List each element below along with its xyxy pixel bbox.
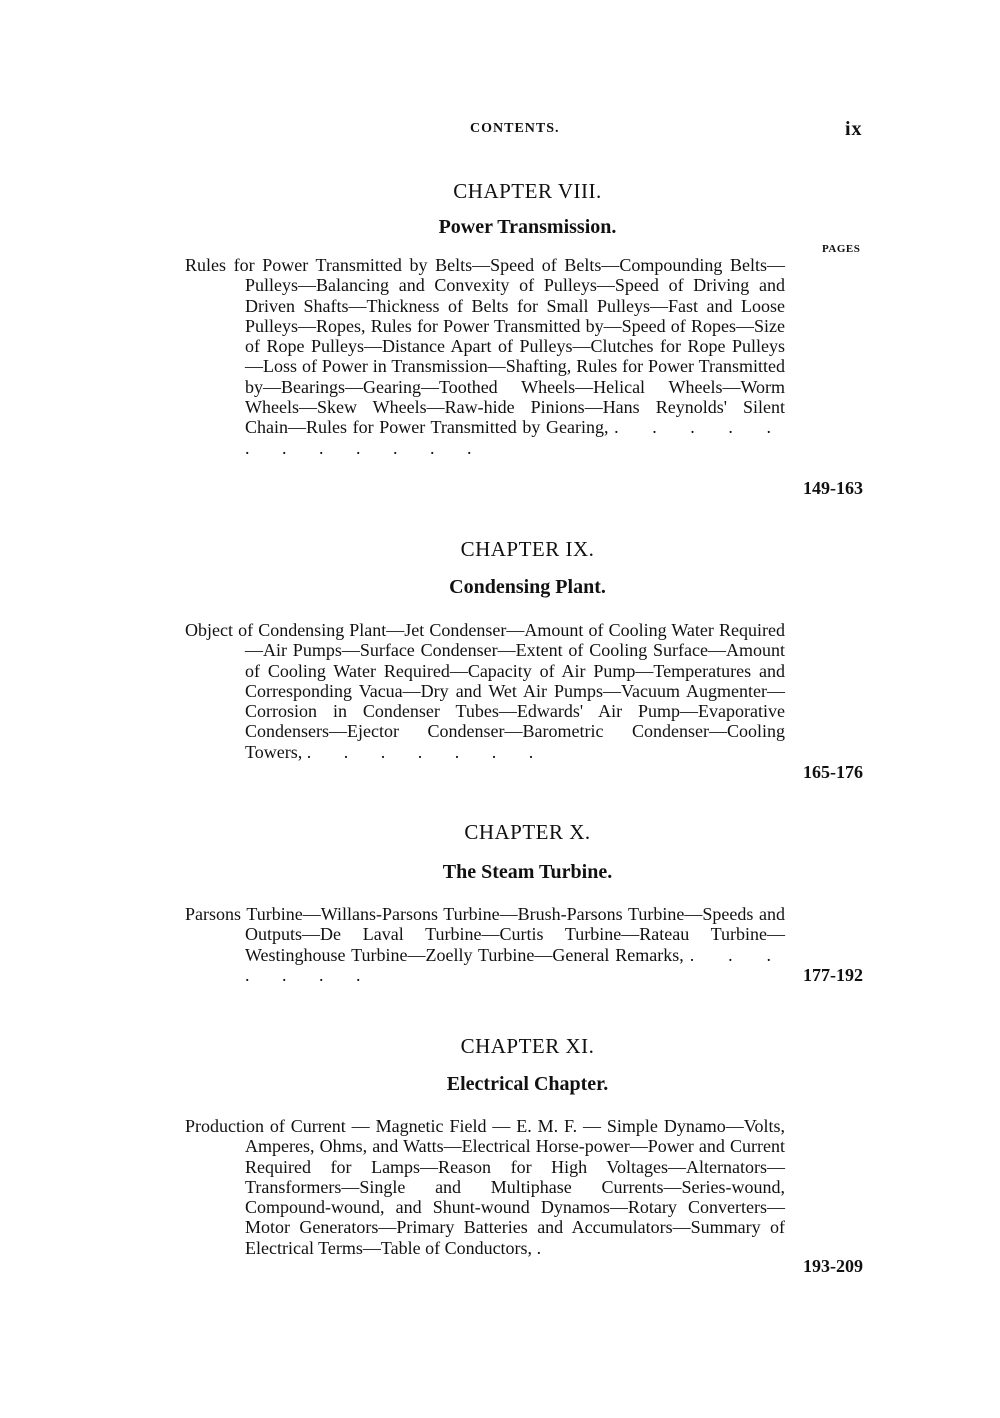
chapter-title: The Steam Turbine.: [442, 861, 613, 883]
chapter-heading: CHAPTER VIII.: [453, 179, 602, 203]
dot-leader: . . . . . . .: [306, 741, 548, 762]
page-range: 165-176: [803, 762, 863, 782]
page-range: 149-163: [803, 478, 863, 498]
chapter-title: Condensing Plant.: [449, 576, 606, 598]
running-title: CONTENTS.: [470, 121, 560, 136]
entry-text: Rules for Power Transmitted by Belts—Speed of Belts—Compounding Belts—Pulleys—Balancing and Convexity of Pulleys—Speed of Driving and Driven Shafts—Thickness of Belts for Small Pulleys—Fast and Loose Pulleys—Ropes, Rules for Power Transmitted by—Speed of Ropes—Size of Rope Pulleys—Distance Apart of Pulleys—Clutches for Rope Pulleys—Loss of Power in Transmission—Shafting, Rules for Power Transmitted by—Bearings—Gearing—Toothed Wheels—Helical Wheels—Worm Wheels—Skew Wheels—Raw-hide Pinions—Hans Reynolds' Silent Chain—Rules for Power Transmitted by Gearing,: [185, 255, 785, 438]
page-range: 177-192: [803, 965, 863, 985]
chapter-contents-entry: [185, 620, 785, 762]
chapter-contents-entry: [185, 904, 785, 985]
dot-leader: . . . . . . . . . . . .: [245, 417, 785, 458]
chapter-title: Electrical Chapter.: [446, 1073, 609, 1095]
page-number: ix: [845, 118, 863, 140]
entry-text: Parsons Turbine—Willans-Parsons Turbine—Brush-Parsons Turbine—Speeds and Outputs—De Laval Turbine—Curtis Turbine—Rateau Turbine—Westinghouse Turbine—Zoelly Turbine—General Remarks,: [185, 904, 785, 965]
dot-leader: .: [536, 1237, 556, 1258]
dot-leader: . . . . . . .: [245, 944, 786, 985]
chapter-contents-entry: [185, 255, 785, 458]
chapter-heading: CHAPTER X.: [464, 820, 591, 844]
chapter-contents-entry: [185, 1116, 785, 1258]
pages-column-label: PAGES: [822, 243, 861, 255]
running-header: [0, 118, 1000, 142]
entry-text: Object of Condensing Plant—Jet Condenser—Amount of Cooling Water Required—Air Pumps—Surface Condenser—Extent of Cooling Surface—Amount of Cooling Water Required—Capacity of Air Pump—Temperatures and Corresponding Vacua—Dry and Wet Air Pumps—Vacuum Augmenter—Corrosion in Condenser Tubes—Edwards' Air Pump—Evaporative Condensers—Ejector Condenser—Barometric Condenser—Cooling Towers,: [185, 620, 785, 762]
chapter-heading: CHAPTER IX.: [460, 537, 595, 561]
page-range: 193-209: [803, 1256, 863, 1276]
entry-text: Production of Current — Magnetic Field — E. M. F. — Simple Dynamo—Volts, Amperes, Ohms, and Watts—Electrical Horse-power—Power and Current Required for Lamps—Reason for High Voltages—Alternators—Transformers—Single and Multiphase Currents—Series-wound, Compound-wound, and Shunt-wound Dynamos—Rotary Converters—Motor Generators—Primary Batteries and Accumulators—Summary of Electrical Terms—Table of Conductors,: [185, 1116, 785, 1258]
chapter-title: Power Transmission.: [438, 216, 617, 238]
chapter-heading: CHAPTER XI.: [460, 1034, 595, 1058]
